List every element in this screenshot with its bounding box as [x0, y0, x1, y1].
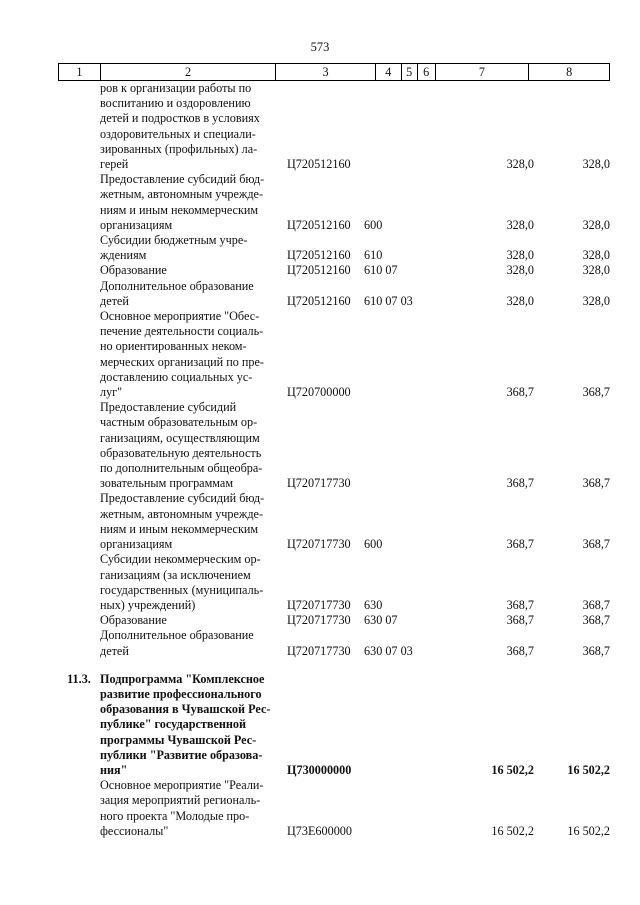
- description-line: образовательную деятельность: [100, 445, 262, 460]
- row-value-col8: 328,0: [582, 157, 610, 172]
- row-value-col7: 368,7: [506, 385, 534, 400]
- description-line: но ориентированных неком-: [100, 339, 247, 354]
- description-line: жетным, автономным учрежде-: [100, 187, 264, 202]
- header-col-1: 1: [59, 64, 101, 80]
- row-value-col7: 16 502,2: [491, 762, 534, 777]
- table-row: [58, 233, 610, 263]
- row-code: Ц73Е600000: [287, 823, 352, 838]
- row-classifiers: 610: [364, 248, 383, 263]
- row-value-col7: 328,0: [506, 157, 534, 172]
- description-line: организациям: [100, 217, 173, 232]
- description-line: ров к организации работы по: [100, 81, 252, 95]
- header-col-2: 2: [101, 64, 276, 80]
- row-code: Ц720717730: [287, 537, 351, 552]
- description-line: ных) учреждений): [100, 597, 196, 612]
- description-line: Предоставление субсидий бюд-: [100, 172, 265, 187]
- table-row: [58, 400, 610, 491]
- description-line: ния": [100, 762, 128, 777]
- table-row: [58, 778, 610, 839]
- row-value-col8: 328,0: [582, 263, 610, 278]
- table-row: [58, 263, 610, 278]
- row-value-col8: 368,7: [582, 476, 610, 491]
- description-line: жетным, автономным учрежде-: [100, 506, 264, 521]
- description-line: ждениям: [100, 248, 147, 263]
- row-code: Ц730000000: [287, 762, 352, 777]
- table-row: [58, 279, 610, 309]
- row-description: [100, 309, 276, 400]
- row-classifiers: 630 07 03: [364, 643, 413, 658]
- row-value-col8: 16 502,2: [567, 762, 610, 777]
- row-value-col7: 328,0: [506, 263, 534, 278]
- row-classifiers: 630: [364, 597, 383, 612]
- row-classifiers: 600: [364, 537, 383, 552]
- row-classifiers: 600: [364, 217, 383, 232]
- description-line: ниям и иным некоммерческим: [100, 202, 259, 217]
- row-value-col8: 368,7: [582, 597, 610, 612]
- row-description: [100, 279, 276, 309]
- header-col-3: 3: [276, 64, 376, 80]
- row-description: [100, 613, 276, 628]
- table-row: [58, 628, 610, 658]
- description-line: герей: [100, 157, 129, 172]
- description-line: публике" государственной: [100, 717, 247, 732]
- table-row: [58, 172, 610, 233]
- description-line: частным образовательным ор-: [100, 415, 258, 430]
- description-line: ниям и иным некоммерческим: [100, 521, 259, 536]
- row-value-col7: 328,0: [506, 248, 534, 263]
- header-col-4: 4: [376, 64, 402, 80]
- row-value-col8: 368,7: [582, 613, 610, 628]
- header-col-7: 7: [436, 64, 530, 80]
- row-description: [100, 552, 276, 613]
- row-value-col7: 368,7: [506, 643, 534, 658]
- table-row: [58, 552, 610, 613]
- row-description: [100, 233, 276, 263]
- row-code: Ц720512160: [287, 248, 351, 263]
- header-col-6: 6: [418, 64, 436, 80]
- description-line: Основное мероприятие "Обес-: [100, 309, 260, 324]
- row-value-col8: 368,7: [582, 643, 610, 658]
- row-value-col8: 328,0: [582, 248, 610, 263]
- description-line: доставлению социальных ус-: [100, 369, 253, 384]
- description-line: Предоставление субсидий бюд-: [100, 491, 265, 506]
- table-row: [58, 491, 610, 552]
- table-row: [58, 309, 610, 400]
- row-value-col7: 328,0: [506, 217, 534, 232]
- description-line: воспитанию и оздоровлению: [100, 96, 251, 111]
- table-row: [58, 81, 610, 172]
- row-spacer: [58, 659, 610, 672]
- row-classifiers: 610 07: [364, 263, 398, 278]
- description-line: Основное мероприятие "Реали-: [100, 778, 264, 793]
- row-value-col8: 368,7: [582, 537, 610, 552]
- row-value-col7: 368,7: [506, 597, 534, 612]
- description-line: организациям: [100, 537, 173, 552]
- description-line: ганизациям (за исключением: [100, 567, 251, 582]
- description-line: зация мероприятий региональ-: [100, 793, 261, 808]
- description-line: ганизациям, осуществляющим: [100, 430, 260, 445]
- row-description: [100, 672, 276, 778]
- row-code: Ц720717730: [287, 643, 351, 658]
- description-line: по дополнительным общеобра-: [100, 461, 263, 476]
- description-line: государственных (муниципаль-: [100, 582, 264, 597]
- row-code: Ц720512160: [287, 157, 351, 172]
- row-classifiers: 630 07: [364, 613, 398, 628]
- description-line: оздоровительных и специали-: [100, 126, 256, 141]
- row-number: 11.3.: [67, 671, 91, 686]
- row-code: Ц720700000: [287, 385, 351, 400]
- row-value-col7: 328,0: [506, 293, 534, 308]
- row-description: [100, 400, 276, 491]
- table-body: [58, 81, 610, 839]
- description-line: публики "Развитие образова-: [100, 747, 263, 762]
- description-line: образования в Чувашской Рес-: [100, 702, 271, 717]
- description-line: зированных (профильных) ла-: [100, 141, 258, 156]
- row-value-col8: 328,0: [582, 293, 610, 308]
- description-line: Дополнительное образование: [100, 278, 254, 293]
- row-value-col7: 368,7: [506, 537, 534, 552]
- description-line: Субсидии бюджетным учре-: [100, 233, 248, 248]
- row-code: Ц720717730: [287, 613, 351, 628]
- description-line: Дополнительное образование: [100, 628, 254, 643]
- table-row: [58, 613, 610, 628]
- description-line: Предоставление субсидий: [100, 400, 237, 415]
- description-line: мерческих организаций по пре-: [100, 354, 264, 369]
- description-line: ного проекта "Молодые про-: [100, 808, 250, 823]
- row-description: [100, 81, 276, 172]
- row-code: Ц720717730: [287, 476, 351, 491]
- row-value-col8: 16 502,2: [567, 823, 610, 838]
- row-description: [100, 778, 276, 839]
- description-line: печение деятельности социаль-: [100, 324, 264, 339]
- row-code: Ц720512160: [287, 217, 351, 232]
- row-value-col8: 368,7: [582, 385, 610, 400]
- description-line: фессионалы": [100, 823, 169, 838]
- description-line: зовательным программам: [100, 476, 234, 491]
- row-value-col7: 368,7: [506, 476, 534, 491]
- row-classifiers: 610 07 03: [364, 293, 413, 308]
- row-value-col7: 368,7: [506, 613, 534, 628]
- description-line: луг": [100, 385, 123, 400]
- description-line: Образование: [100, 613, 167, 628]
- row-value-col7: 16 502,2: [491, 823, 534, 838]
- page-number: 573: [310, 40, 330, 54]
- description-line: детей: [100, 293, 129, 308]
- description-line: детей и подростков в условиях: [100, 111, 260, 126]
- description-line: Субсидии некоммерческим ор-: [100, 552, 261, 567]
- row-description: [100, 263, 276, 278]
- row-description: [100, 172, 276, 233]
- row-code: Ц720717730: [287, 597, 351, 612]
- row-description: [100, 628, 276, 658]
- header-col-8: 8: [566, 65, 573, 79]
- table-header: [58, 63, 610, 81]
- description-line: Подпрограмма "Комплексное: [100, 671, 265, 686]
- header-col-5: 5: [402, 64, 418, 80]
- table-row: [58, 672, 610, 778]
- row-code: Ц720512160: [287, 263, 351, 278]
- description-line: Образование: [100, 263, 167, 278]
- description-line: программы Чувашской Рес-: [100, 732, 257, 747]
- row-value-col8: 328,0: [582, 217, 610, 232]
- row-description: [100, 491, 276, 552]
- row-code: Ц720512160: [287, 293, 351, 308]
- description-line: детей: [100, 643, 129, 658]
- description-line: развитие профессионального: [100, 686, 262, 701]
